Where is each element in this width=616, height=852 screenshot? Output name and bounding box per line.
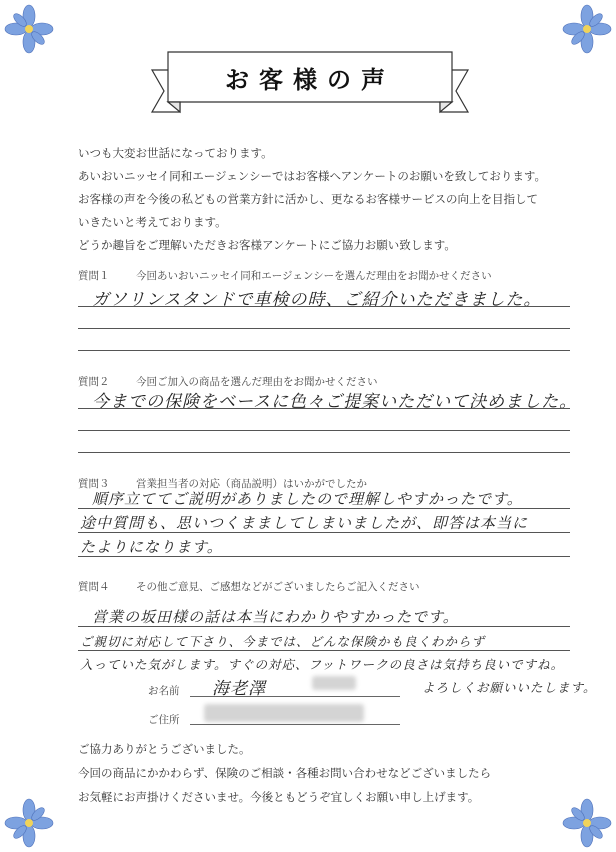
answer-rule [78, 350, 570, 351]
question-text: 営業担当者の対応（商品説明）はいかがでしたか [136, 478, 367, 490]
intro-line: いつも大変お世話になっております。 [78, 146, 273, 160]
answer-rule [78, 532, 570, 533]
answer-rule [78, 408, 570, 409]
closing-line: 今回の商品にかかわらず、保険のご相談・各種お問い合わせなどございましたら [78, 766, 492, 780]
answer-rule [78, 508, 570, 509]
question-number: 質問４ [78, 581, 110, 593]
question-number: 質問２ [78, 376, 110, 388]
closing-text [78, 737, 491, 809]
answer-rule [78, 556, 570, 557]
intro-line: いきたいと考えております。 [78, 215, 227, 229]
intro-line: どうか趣旨をご理解いただきお客様アンケートにご協力お願い致します。 [78, 238, 456, 252]
name-rule [190, 696, 400, 697]
flower-decoration-icon [4, 798, 54, 848]
answer-line: ご親切に対応して下さり、今までは、どんな保険かも良くわからず [80, 634, 486, 649]
answer-rule [78, 650, 570, 651]
question-number: 質問３ [78, 478, 110, 490]
redacted-name [312, 676, 356, 690]
name-value: 海老澤 [212, 679, 266, 699]
name-label: お名前 [148, 685, 180, 697]
intro-text [78, 142, 546, 257]
answer-rule [78, 626, 570, 627]
flower-decoration-icon [4, 4, 54, 54]
redacted-address [204, 704, 364, 722]
question-4 [78, 579, 420, 594]
answer-line: よろしくお願いいたします。 [422, 680, 597, 695]
answer-rule [78, 452, 570, 453]
question-1 [78, 268, 492, 283]
answer-line: 途中質問も、思いつくまましてしまいましたが、即答は本当に [80, 514, 529, 532]
answer-line: 営業の坂田様の話は本当にわかりやすかったです。 [92, 608, 459, 626]
answer-rule [78, 328, 570, 329]
answer-line: 順序立ててご説明がありましたので理解しやすかったです。 [92, 490, 523, 508]
question-text: 今回ご加入の商品を選んだ理由をお聞かせください [136, 376, 378, 388]
question-text: 今回あいおいニッセイ同和エージェンシーを選んだ理由をお聞かせください [136, 270, 492, 282]
answer-rule [78, 430, 570, 431]
intro-line: あいおいニッセイ同和エージェンシーではお客様へアンケートのお願いを致しております。 [78, 169, 546, 183]
address-label: ご住所 [148, 714, 180, 726]
answer-rule [78, 306, 570, 307]
intro-line: お客様の声を今後の私どもの営業方針に活かし、更なるお客様サービスの向上を目指して [78, 192, 538, 206]
flower-decoration-icon [562, 798, 612, 848]
flower-decoration-icon [562, 4, 612, 54]
address-rule [190, 724, 400, 725]
answer-line: ガソリンスタンドで車検の時、ご紹介いただきました。 [92, 290, 542, 310]
closing-line: お気軽にお声掛けくださいませ。今後ともどうぞ宜しくお願い申し上げます。 [78, 790, 480, 804]
answer-line: 今までの保険をベースに色々ご提案いただいて決めました。 [92, 392, 578, 412]
answer-line: 入っていた気がします。すぐの対応、フットワークの良さは気持ち良いですね。 [80, 657, 565, 672]
answer-line: たよりになります。 [80, 538, 223, 556]
question-text: その他ご意見、ご感想などがございましたらご記入ください [136, 581, 420, 593]
closing-line: ご協力ありがとうございました。 [78, 742, 251, 756]
page-title: お客様の声 [225, 66, 395, 94]
question-number: 質問１ [78, 270, 110, 282]
